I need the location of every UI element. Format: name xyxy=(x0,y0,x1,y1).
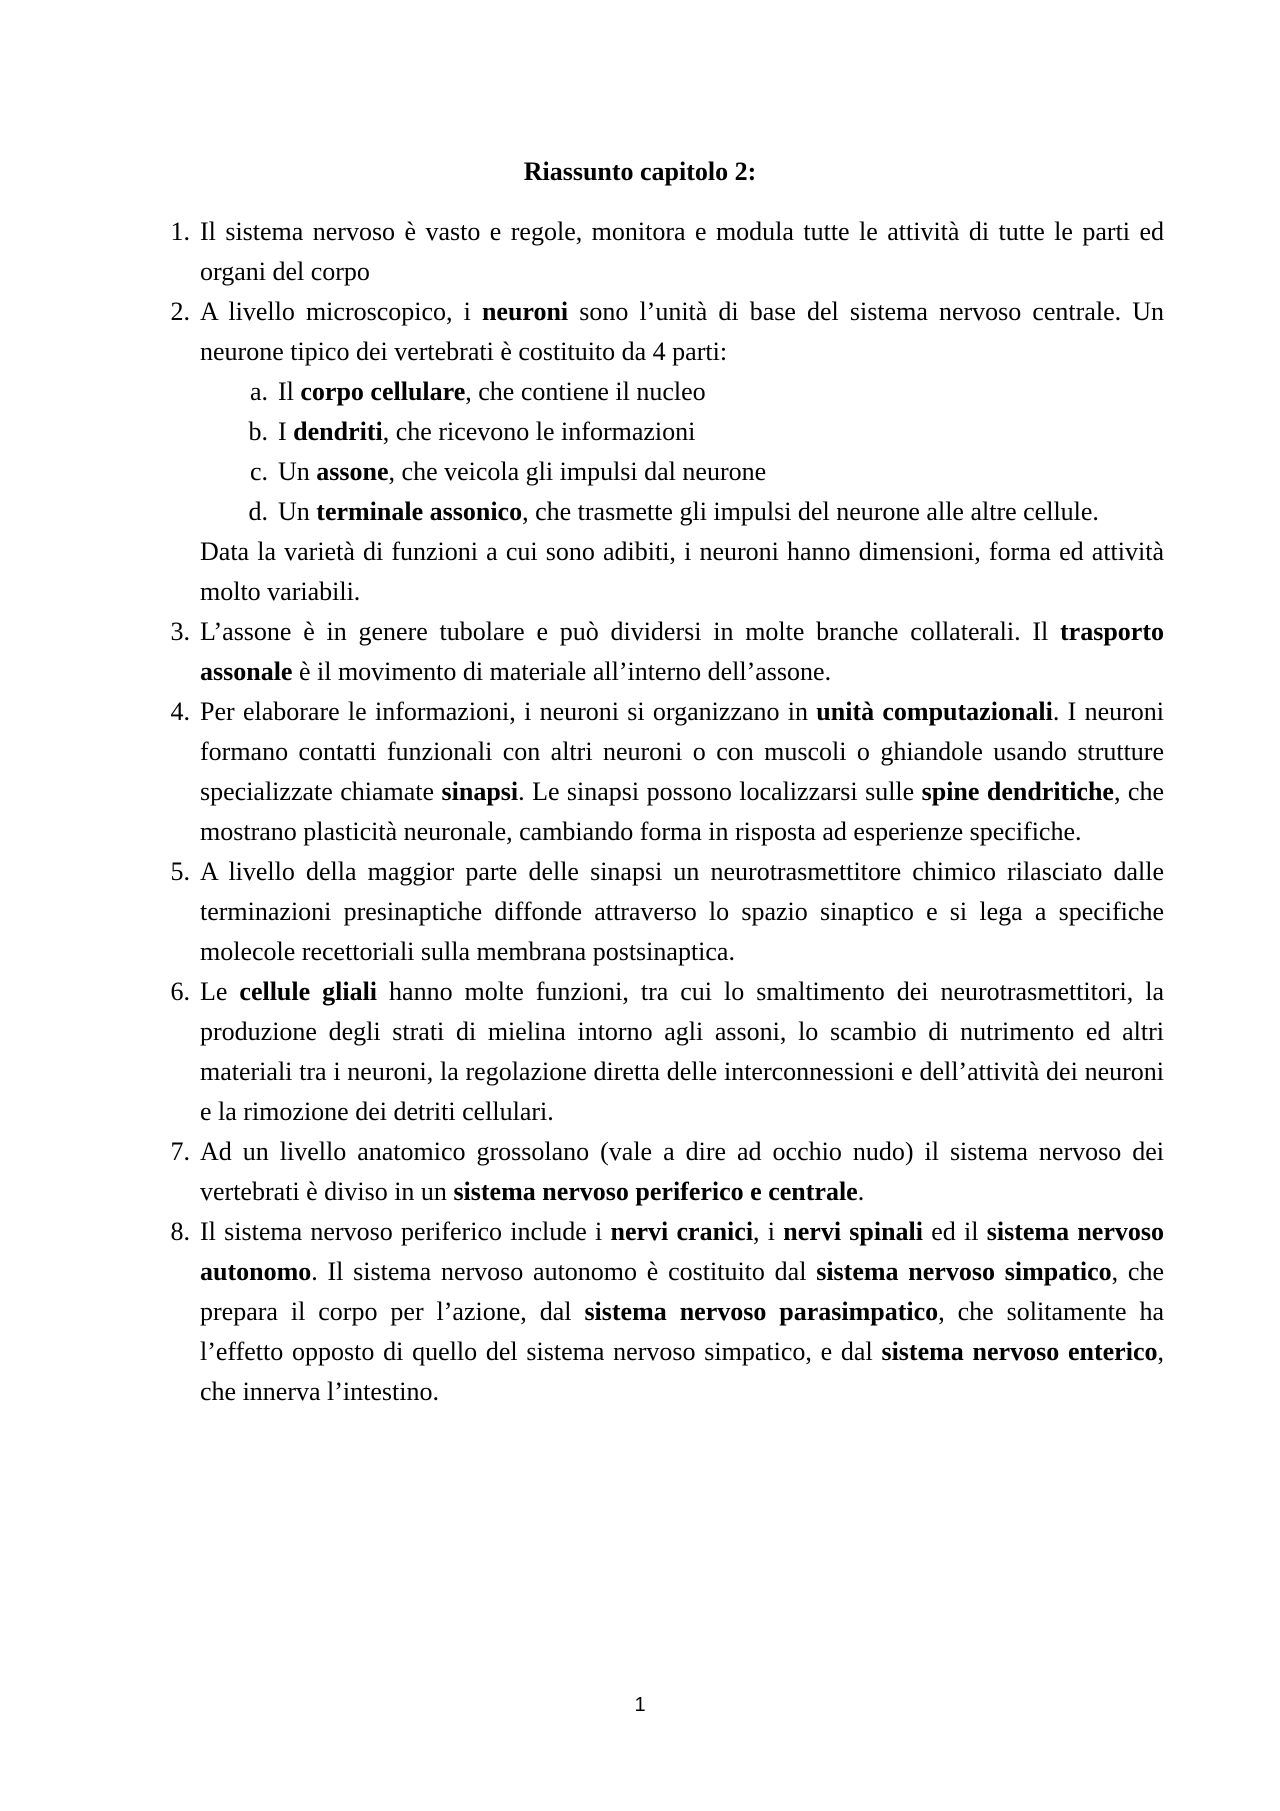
sub-item-number: c. xyxy=(249,457,268,486)
bold-term: neuroni xyxy=(481,297,569,326)
item-text: hanno molte funzioni, tra cui lo smaltimento dei neurotrasmettitori, la produzione degli strati di mielina intorno agli assoni, lo scambio di nutrimento ed altri materiali tra i neuroni, la regolazione diretta delle interconnessioni e dell’attività dei neuroni e la rimozione dei detriti cellulari. xyxy=(200,977,1165,1126)
lettered-sublist xyxy=(154,372,1164,532)
item-text: , che solitamente ha l’effetto opposto di quello del sistema nervoso simpatico, e dal xyxy=(200,1297,1164,1366)
numbered-list-part2 xyxy=(154,612,1164,1412)
item-text: , che mostrano plasticità neuronale, cambiando forma in risposta ad esperienze specifiche. xyxy=(200,777,1165,846)
bold-term: dendriti xyxy=(293,417,383,446)
bold-term: sistema nervoso periferico e centrale xyxy=(453,1177,858,1206)
sub-item-3 xyxy=(154,452,1164,492)
item-text: , che trasmette gli impulsi del neurone alle altre cellule. xyxy=(522,497,1099,526)
item-text: A livello della maggior parte delle sinapsi un neurotrasmettitore chimico rilasciato dalle terminazioni presinaptiche diffonde attraverso lo spazio sinaptico e si lega a specifiche molecole recettoriali sulla membrana postsinaptica. xyxy=(200,857,1164,966)
list-item-number: 2. xyxy=(170,297,190,326)
item-text: L’assone è in genere tubolare e può dividersi in molte branche collaterali. Il xyxy=(200,617,1061,646)
bold-term: nervi spinali xyxy=(783,1217,924,1246)
page-title: Riassunto capitolo 2: xyxy=(523,157,757,186)
page-number: 1 xyxy=(634,1694,646,1716)
item-text: , che prepara il corpo per l’azione, dal xyxy=(200,1257,1164,1326)
item-text: I xyxy=(278,417,294,446)
bold-term: nervi cranici xyxy=(610,1217,754,1246)
item-text: Ad un livello anatomico grossolano (vale a dire ad occhio nudo) il sistema nervoso dei vertebrati è diviso in un xyxy=(200,1137,1164,1206)
item-text: A livello microscopico, i xyxy=(200,297,482,326)
bold-term: corpo cellulare xyxy=(300,377,466,406)
bold-term: sistema nervoso simpatico xyxy=(816,1257,1112,1286)
summary-body xyxy=(154,212,1164,1412)
item-text: Il sistema nervoso è vasto e regole, monitora e modula tutte le attività di tutte le parti ed organi del corpo xyxy=(200,217,1164,286)
bold-term: spine dendritiche xyxy=(921,777,1114,806)
item-text: Un xyxy=(278,457,317,486)
item-text: . I neuroni formano contatti funzionali con altri neuroni o con muscoli o ghiandole usando strutture specializzate chiamate xyxy=(200,697,1164,806)
item-text: , che ricevono le informazioni xyxy=(382,417,696,446)
list-item-6 xyxy=(154,1212,1164,1412)
sub-item-number: d. xyxy=(248,497,268,526)
list-item-number: 1. xyxy=(170,217,190,246)
list-item-5 xyxy=(154,1132,1164,1212)
item-text: sono l’unità di base del sistema nervoso centrale. Un neurone tipico dei vertebrati è costituito da 4 parti: xyxy=(200,297,1164,366)
list-item-3 xyxy=(154,852,1164,972)
item-text: . xyxy=(857,1177,865,1206)
bold-term: cellule gliali xyxy=(239,977,378,1006)
item-text: , che innerva l’intestino. xyxy=(200,1337,1164,1406)
list-item-number: 6. xyxy=(170,977,190,1006)
list-item-number: 8. xyxy=(170,1217,190,1246)
item-text: , che contiene il nucleo xyxy=(465,377,706,406)
item-text: Le xyxy=(200,977,240,1006)
bold-term: sinapsi xyxy=(441,777,519,806)
bold-term: terminale assonico xyxy=(316,497,523,526)
item-text: Per elaborare le informazioni, i neuroni si organizzano in xyxy=(200,697,817,726)
list-item-2 xyxy=(154,292,1164,372)
item-text: . Il sistema nervoso autonomo è costituito dal xyxy=(311,1257,817,1286)
item-text: Il sistema nervoso periferico include i xyxy=(200,1217,611,1246)
item-text: , i xyxy=(753,1217,784,1246)
list-item-1 xyxy=(154,212,1164,292)
list-item-2 xyxy=(154,692,1164,852)
sub-item-number: a. xyxy=(249,377,268,406)
bold-term: trasporto assonale xyxy=(200,617,1164,686)
list-item-1 xyxy=(154,612,1164,692)
bold-term: sistema nervoso parasimpatico xyxy=(584,1297,939,1326)
bold-term: sistema nervoso autonomo xyxy=(200,1217,1164,1286)
item-text: ed il xyxy=(923,1217,987,1246)
sub-item-4 xyxy=(154,492,1164,532)
list-item-number: 7. xyxy=(170,1137,190,1166)
list-item-number: 4. xyxy=(170,697,190,726)
sub-item-2 xyxy=(154,412,1164,452)
list-item-4 xyxy=(154,972,1164,1132)
item-2-continuation-paragraph: Data la varietà di funzioni a cui sono adibiti, i neuroni hanno dimensioni, forma ed attività molto variabili. xyxy=(200,537,1164,606)
bold-term: unità computazionali xyxy=(816,697,1053,726)
item-text: è il movimento di materiale all’interno dell’assone. xyxy=(292,657,832,686)
item-text: Il xyxy=(278,377,301,406)
sub-item-number: b. xyxy=(248,417,268,446)
item-text: , che veicola gli impulsi dal neurone xyxy=(388,457,767,486)
bold-term: sistema nervoso enterico xyxy=(881,1337,1158,1366)
sub-item-1 xyxy=(154,372,1164,412)
list-item-number: 5. xyxy=(170,857,190,886)
numbered-list-part1 xyxy=(154,212,1164,372)
item-text: . Le sinapsi possono localizzarsi sulle xyxy=(518,777,922,806)
bold-term: assone xyxy=(316,457,389,486)
item-text: Un xyxy=(278,497,317,526)
list-item-number: 3. xyxy=(170,617,190,646)
